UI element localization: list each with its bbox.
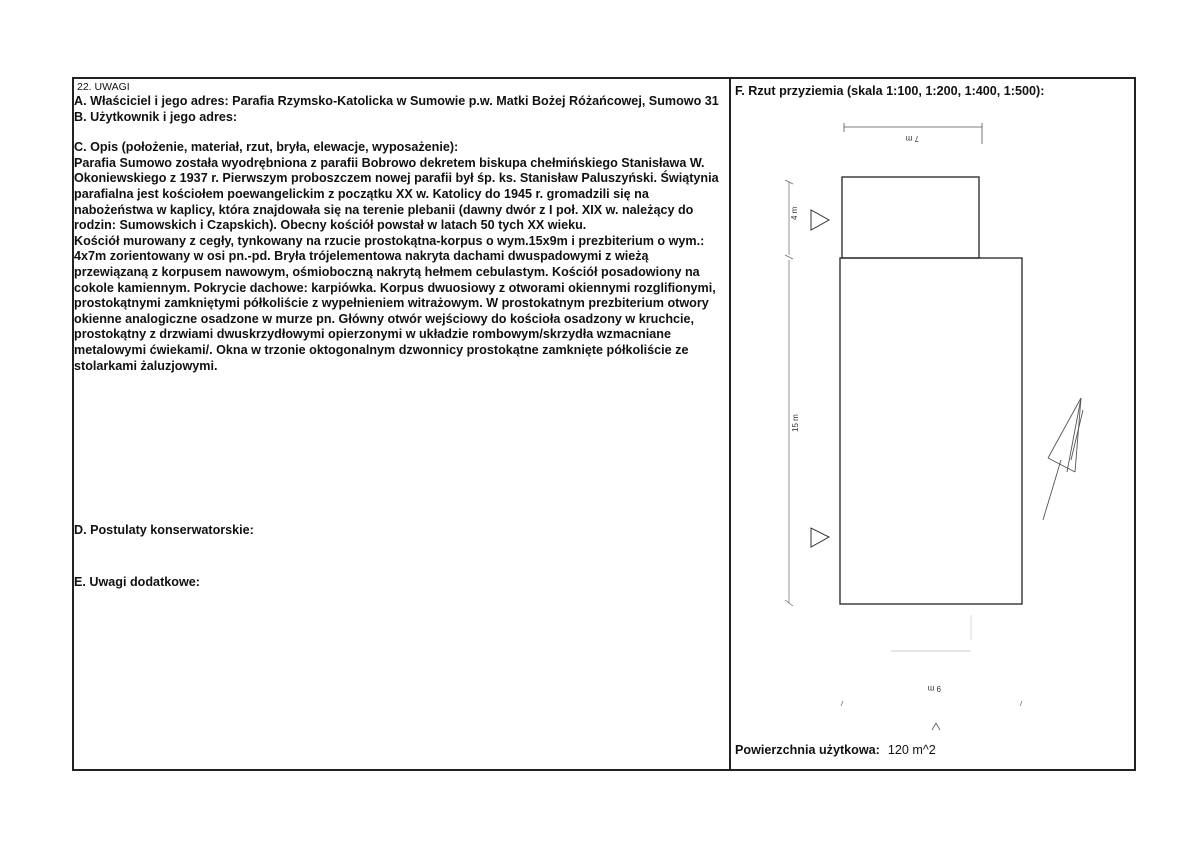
north-arrow-icon (1043, 398, 1083, 520)
chancel-outline (842, 177, 979, 258)
additional-remarks: E. Uwagi dodatkowe: (74, 575, 200, 589)
dimension-label-bottom: 9 m (927, 684, 941, 693)
description-history: Parafia Sumowo została wyodrębniona z parafii Bobrowo dekretem biskupa chełmińskiego Stanisława W. Okoniewskiego z 1937 r. Pierwszym proboszczem nowej parafii był śp. ks. Stanisław Paluszyński. Świątynia parafialna jest kościołem poewangelickim z początku XX w. Katolicy do 1945 r. gromadzili się na nabożeństwa w kaplicy, która znajdowała się na terenie plebanii (dawny dwór z I poł. XIX w. należący do rodzin: Sumowskich i Czapskich). Obecny kościół powstał w latach 50 tych XX wieku. (74, 155, 719, 233)
window-marker-nave (811, 528, 829, 547)
user-section: B. Użytkownik i jego adres: (74, 109, 238, 124)
nave-outline (840, 258, 1022, 604)
description-architecture: Kościół murowany z cegły, tynkowany na rzucie prostokątna-korpus o wym.15x9m i prezbiterium o wym.: 4x7m zorientowany w osi pn.-pd. Bryła trójelementowa nakryta dachami dwuspadowymi z wieżą przewiązaną z korpusem nawowym, ośmioboczną nakrytą hełmem cebulastym. Kościół posadowiony na cokole kamiennym. Pokrycie dachowe: karpiówka. Korpus dwuosiowy z otworami okiennymi rozglifionymi, prostokątnymi zamkniętymi półkoliście z wypełnieniem witrażowym. W prostokatnym prezbiterium otwory okienne analogiczne osadzone w murze pn. Główny otwór wejściowy do kościoła osadzony w kruchcie, prostokątny z drzwiami dwuskrzydłowymi opierzonymi w układzie rombowym/skrzydła wzmacniane metalowymi ćwiekami/. Okna w trzonie oktogonalnym dzwonnicy prostokątne zamknięte półkoliście ze stolarkami żaluzjowymi. (74, 233, 716, 373)
usable-area (735, 743, 936, 757)
dimension-label-chancel: 4 m (790, 206, 799, 220)
usable-area-value: 120 m^2 (887, 743, 936, 757)
dimension-label-nave: 15 m (791, 414, 800, 432)
remarks-column (74, 81, 726, 374)
window-marker-chancel (811, 210, 829, 230)
plan-title: F. Rzut przyziemia (skala 1:100, 1:200, 1:400, 1:500): (735, 84, 1045, 98)
floor-plan-drawing (731, 100, 1131, 740)
description-heading: C. Opis (położenie, materiał, rzut, bryła, elewacje, wyposażenie): (74, 140, 459, 155)
conservation-postulates: D. Postulaty konserwatorskie: (74, 523, 254, 537)
dimension-label-top: 7 m (905, 134, 919, 143)
usable-area-label: Powierzchnia użytkowa: (735, 743, 880, 757)
section-number: 22. UWAGI (77, 81, 130, 93)
owner-section: A. Właściciel i jego adres: Parafia Rzymsko-Katolicka w Sumowie p.w. Matki Bożej Różańcowej, Sumowo 31 (74, 94, 719, 108)
